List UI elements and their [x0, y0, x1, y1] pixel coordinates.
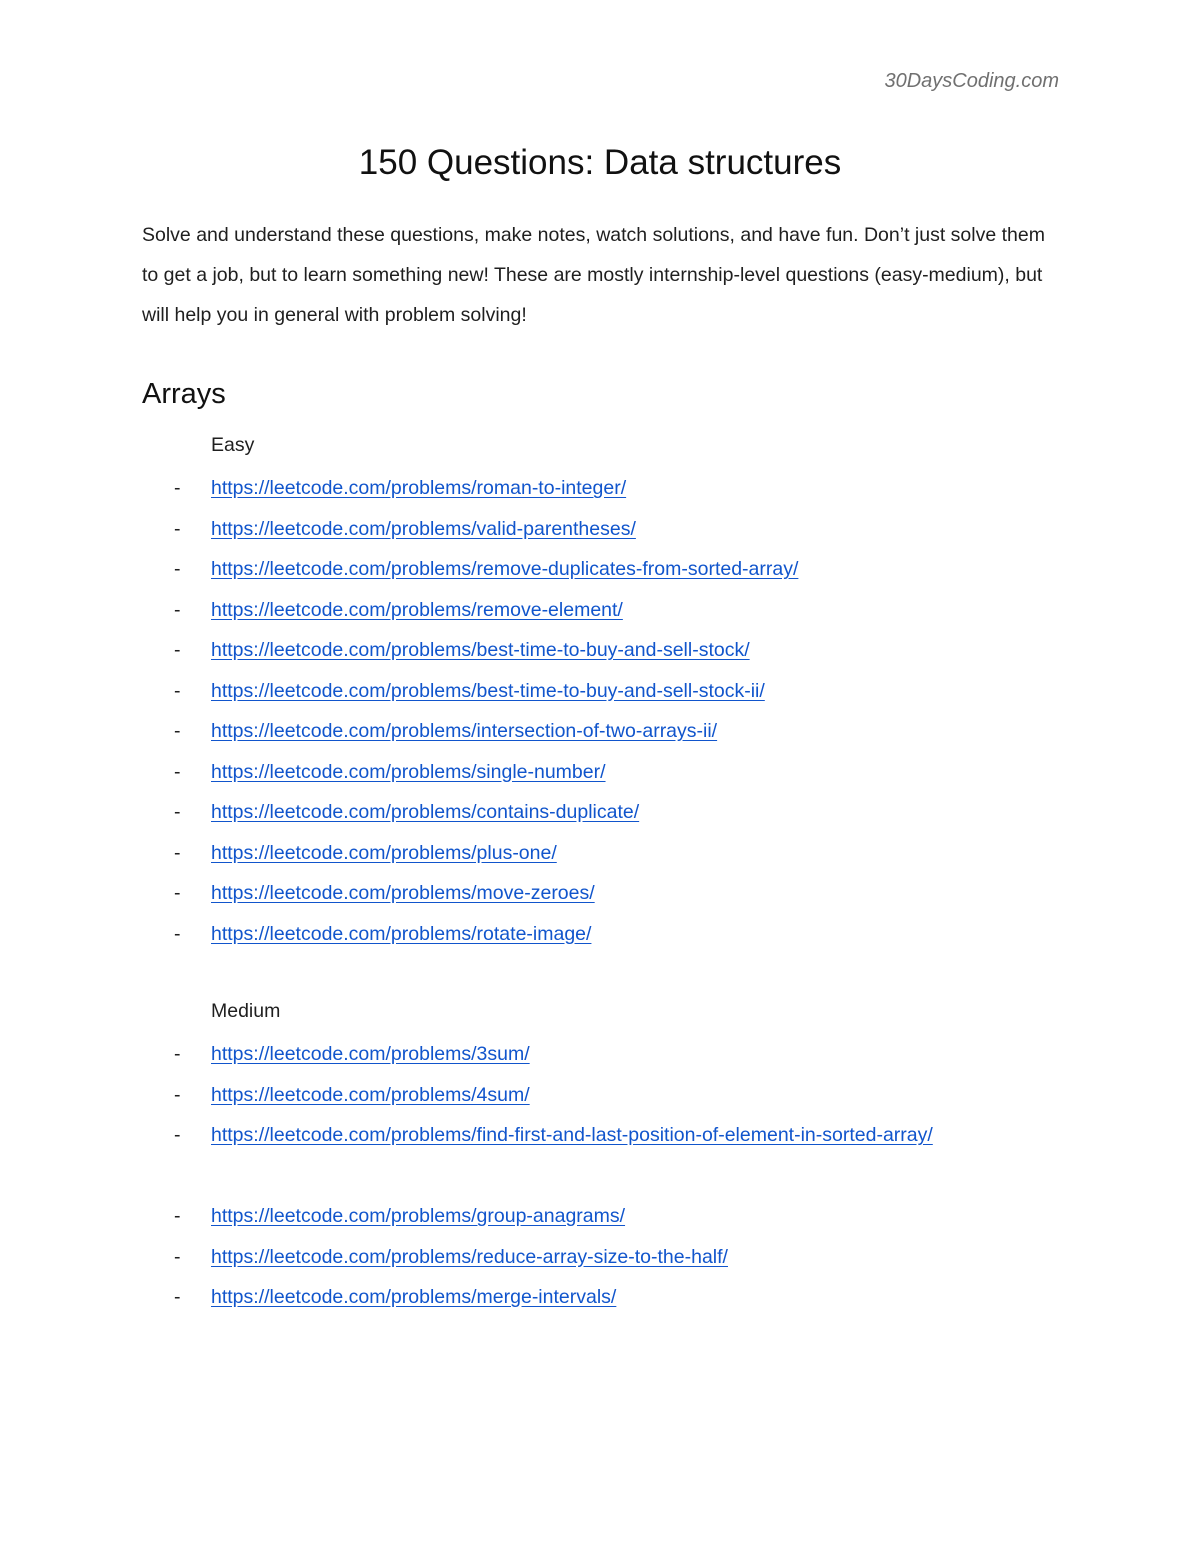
problem-link[interactable]: https://leetcode.com/problems/3sum/	[211, 1043, 530, 1065]
list-item	[0, 752, 1200, 793]
section-heading-arrays: Arrays	[142, 378, 226, 410]
medium-label: Medium	[211, 1000, 281, 1022]
header-brand: 30DaysCoding.com	[884, 70, 1059, 92]
list-item	[0, 1034, 1200, 1075]
problem-link[interactable]: https://leetcode.com/problems/remove-element/	[211, 598, 623, 621]
list-item	[0, 468, 1200, 509]
problem-link[interactable]: https://leetcode.com/problems/merge-intervals/	[211, 1286, 617, 1308]
list-item	[0, 792, 1200, 833]
intro-paragraph: Solve and understand these questions, make notes, watch solutions, and have fun. Don’t just solve them to get a job, but to learn something new! These are mostly internship-level questions (easy-medium), but will help you in general with problem solving!	[142, 224, 1045, 326]
bullet-dash: -	[174, 558, 181, 580]
list-item	[0, 509, 1200, 550]
easy-label: Easy	[211, 434, 255, 456]
bullet-dash: -	[174, 922, 181, 945]
list-item	[0, 549, 1200, 590]
bullet-dash: -	[174, 1124, 181, 1146]
problem-link[interactable]: https://leetcode.com/problems/group-anagrams/	[211, 1205, 626, 1227]
list-item	[0, 833, 1200, 874]
bullet-dash: -	[174, 517, 181, 540]
list-item	[0, 1277, 1200, 1318]
bullet-dash: -	[174, 639, 181, 661]
list-item	[0, 711, 1200, 752]
bullet-dash: -	[174, 720, 181, 742]
bullet-dash: -	[174, 1286, 181, 1308]
list-item	[0, 671, 1200, 712]
list-item	[0, 873, 1200, 914]
problem-link[interactable]: https://leetcode.com/problems/remove-duplicates-from-sorted-array/	[211, 558, 799, 580]
problem-link[interactable]: https://leetcode.com/problems/plus-one/	[211, 841, 557, 864]
bullet-dash: -	[174, 841, 181, 864]
problem-link[interactable]: https://leetcode.com/problems/best-time-to-buy-and-sell-stock/	[211, 639, 750, 661]
problem-link[interactable]: https://leetcode.com/problems/single-number/	[211, 760, 606, 783]
problem-link[interactable]: https://leetcode.com/problems/roman-to-integer/	[211, 477, 627, 499]
problem-link[interactable]: https://leetcode.com/problems/reduce-array-size-to-the-half/	[211, 1245, 728, 1268]
bullet-dash: -	[174, 1205, 181, 1227]
list-item	[0, 1237, 1200, 1278]
problem-link[interactable]: https://leetcode.com/problems/contains-duplicate/	[211, 801, 640, 823]
problem-link[interactable]: https://leetcode.com/problems/find-first-and-last-position-of-element-in-sorted-array/	[211, 1124, 933, 1146]
problem-link[interactable]: https://leetcode.com/problems/best-time-to-buy-and-sell-stock-ii/	[211, 679, 765, 702]
easy-link-list	[0, 468, 1200, 954]
problem-link[interactable]: https://leetcode.com/problems/rotate-image/	[211, 922, 592, 945]
list-item	[0, 914, 1200, 955]
list-item	[0, 590, 1200, 631]
bullet-dash: -	[174, 477, 181, 499]
page-title: 150 Questions: Data structures	[358, 143, 842, 182]
problem-link[interactable]: https://leetcode.com/problems/move-zeroes/	[211, 882, 595, 904]
bullet-dash: -	[174, 1083, 181, 1106]
bullet-dash: -	[174, 679, 181, 702]
bullet-dash: -	[174, 760, 181, 783]
list-item	[0, 1115, 1200, 1196]
bullet-dash: -	[174, 882, 181, 904]
list-item	[0, 630, 1200, 671]
list-item	[0, 1075, 1200, 1116]
problem-link[interactable]: https://leetcode.com/problems/valid-parentheses/	[211, 517, 636, 540]
list-item	[0, 1196, 1200, 1237]
bullet-dash: -	[174, 801, 181, 823]
problem-link[interactable]: https://leetcode.com/problems/intersection-of-two-arrays-ii/	[211, 720, 718, 742]
bullet-dash: -	[174, 1043, 181, 1065]
medium-link-list	[0, 1034, 1200, 1318]
bullet-dash: -	[174, 598, 181, 621]
problem-link[interactable]: https://leetcode.com/problems/4sum/	[211, 1083, 530, 1106]
bullet-dash: -	[174, 1245, 181, 1268]
